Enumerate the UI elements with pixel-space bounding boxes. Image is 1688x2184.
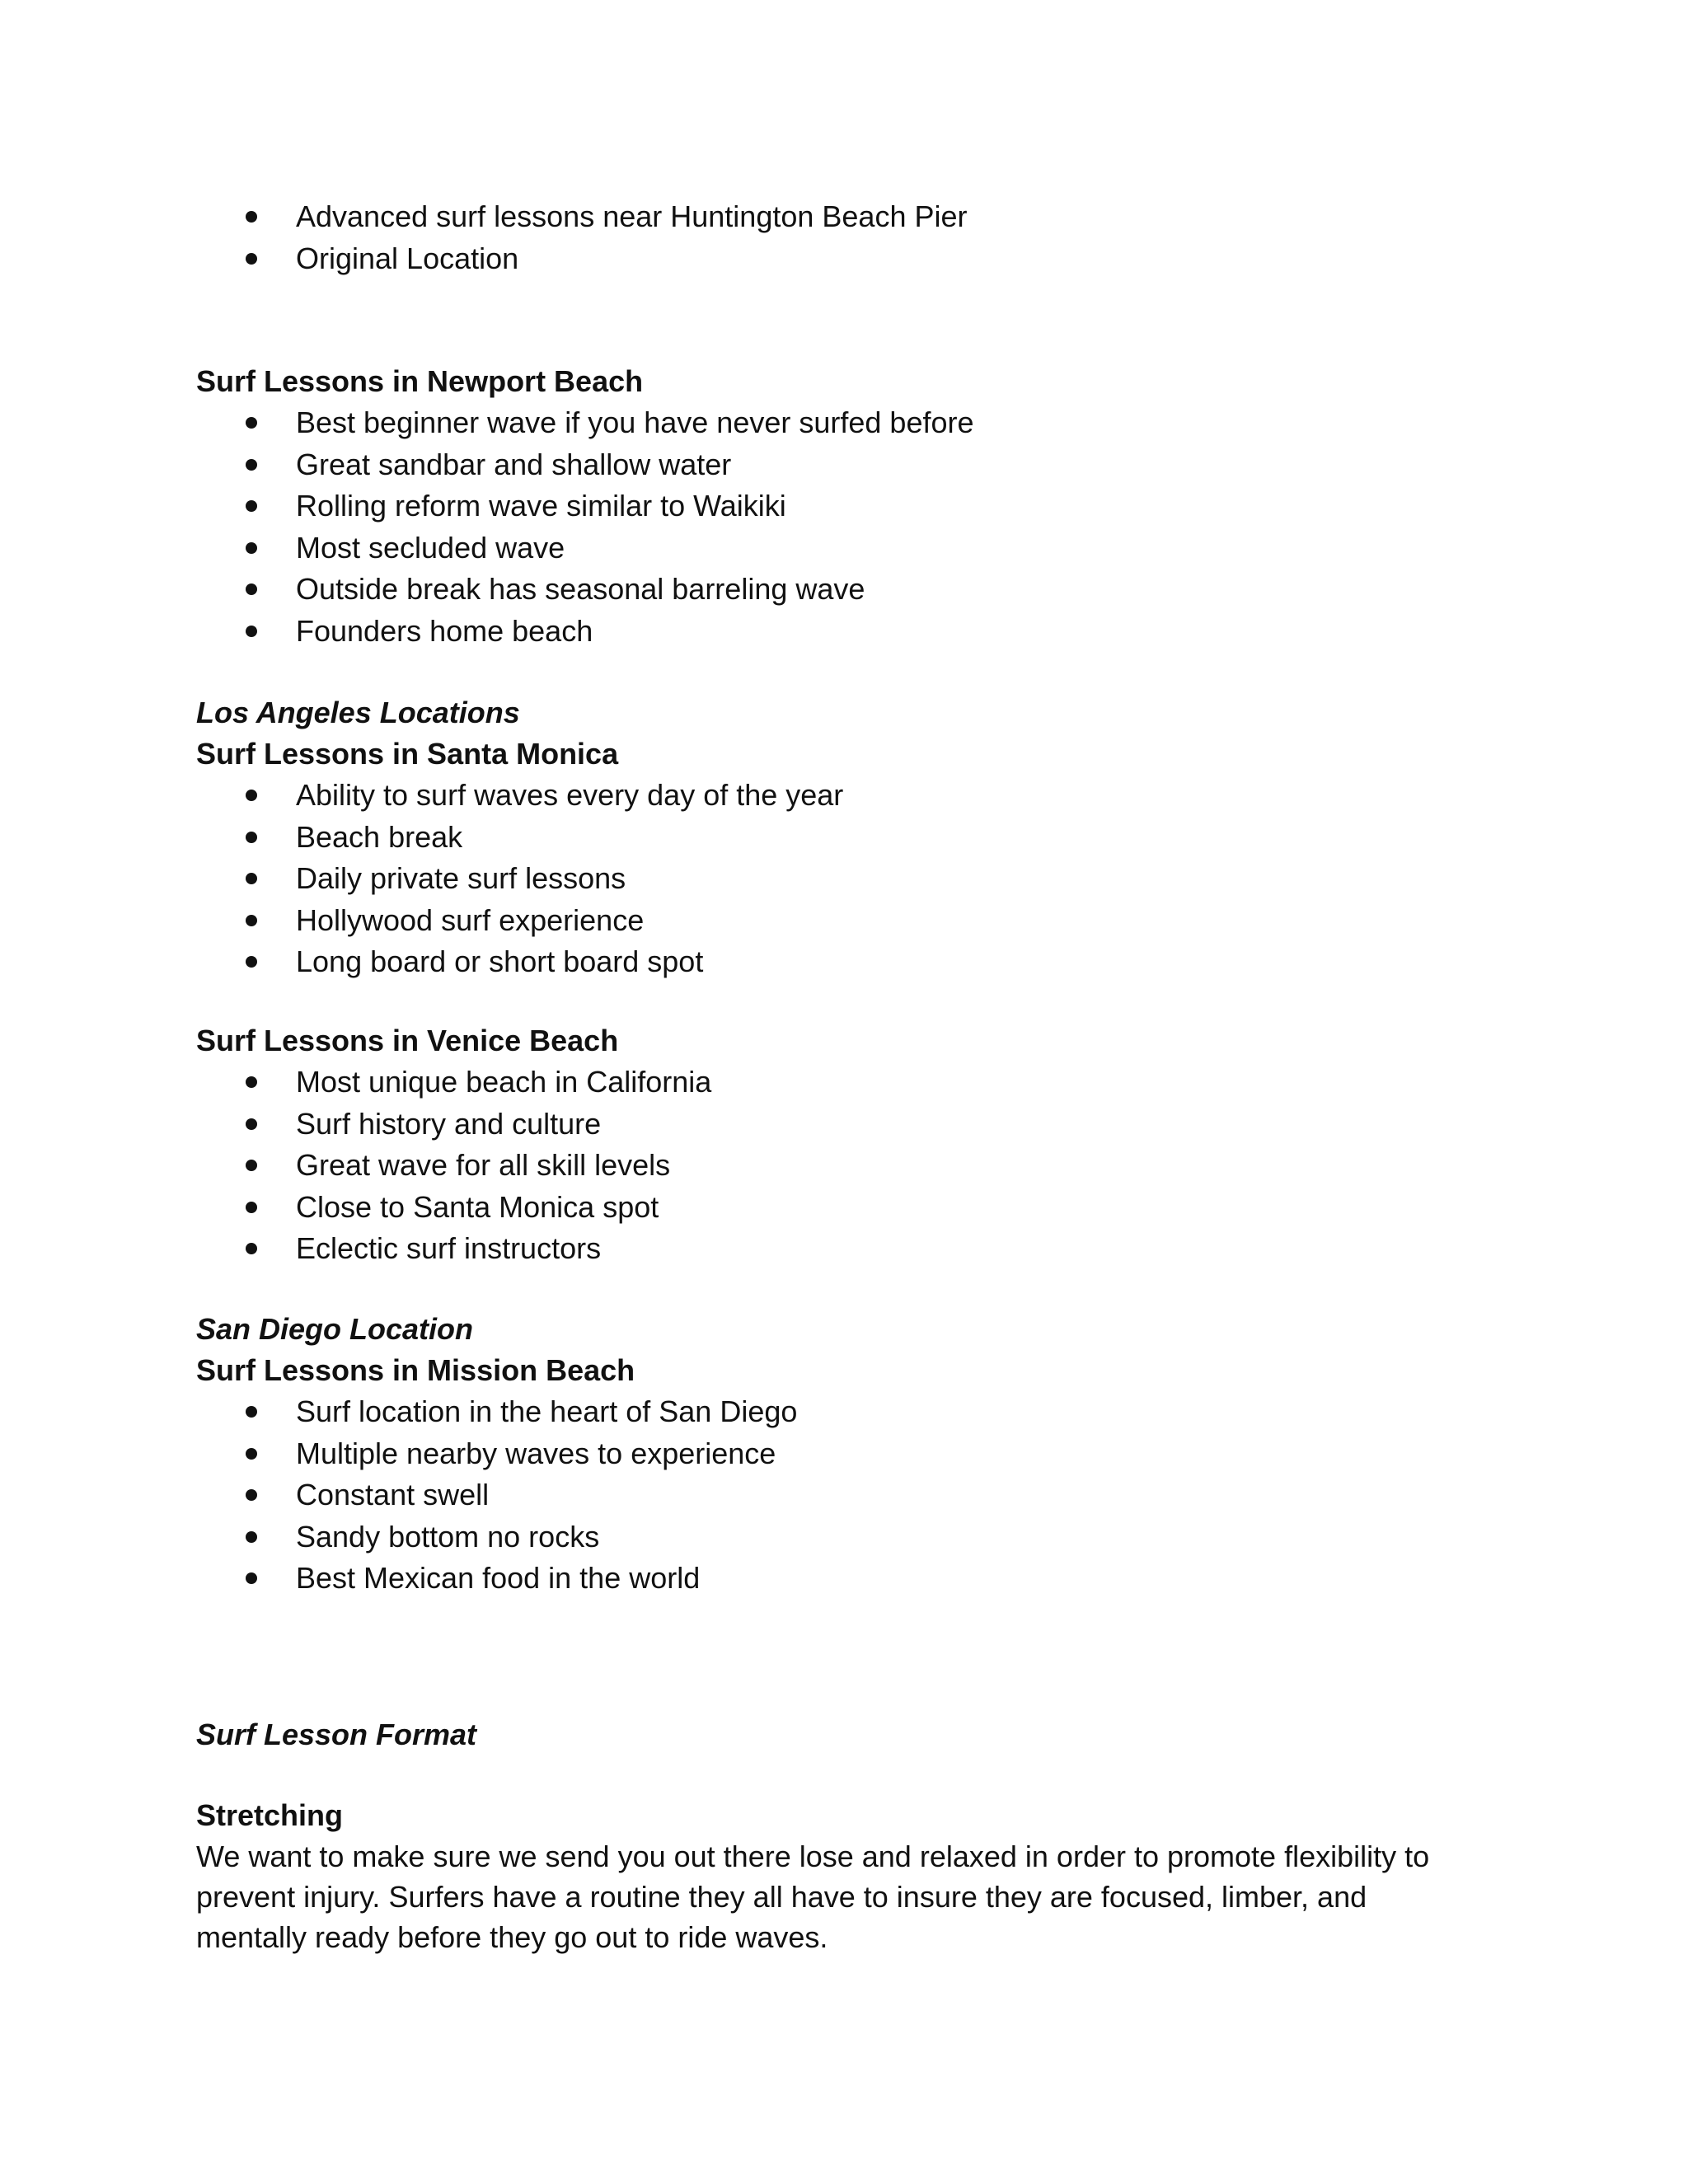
list-item — [196, 900, 1515, 942]
format-section — [196, 1714, 1515, 1755]
list-item-text: Multiple nearby waves to experience — [296, 1436, 776, 1470]
list-item-text: Long board or short board spot — [296, 944, 704, 978]
list-item — [196, 569, 1515, 611]
list-item — [196, 1433, 1515, 1475]
list-item — [196, 1104, 1515, 1146]
stretching-section — [196, 1795, 1515, 1957]
list-item-text: Surf location in the heart of San Diego — [296, 1394, 798, 1428]
bullet-icon — [246, 1118, 257, 1130]
list-item — [196, 817, 1515, 859]
venice-heading: Surf Lessons in Venice Beach — [196, 1024, 619, 1057]
list-item-text: Most secluded wave — [296, 530, 565, 565]
list-item-text: Surf history and culture — [296, 1106, 602, 1141]
bullet-icon — [246, 1076, 257, 1088]
list-item — [196, 775, 1515, 817]
venice-list — [196, 1062, 1515, 1270]
list-item-text: Sandy bottom no rocks — [296, 1519, 600, 1554]
newport-heading: Surf Lessons in Newport Beach — [196, 364, 644, 398]
list-item-text: Best Mexican food in the world — [296, 1561, 701, 1595]
bullet-icon — [246, 1406, 257, 1418]
newport-section — [196, 361, 1515, 652]
list-item-text: Great sandbar and shallow water — [296, 447, 732, 481]
mission-list — [196, 1391, 1515, 1600]
region-heading-los-angeles: Los Angeles Locations — [196, 696, 520, 729]
bullet-icon — [246, 956, 257, 968]
paragraph-line: mentally ready before they go out to ride waves. — [196, 1920, 828, 1954]
format-heading: Surf Lesson Format — [196, 1718, 477, 1751]
list-item — [196, 1062, 1515, 1104]
bullet-icon — [246, 253, 257, 265]
bullet-icon — [246, 500, 257, 512]
paragraph-line: prevent injury. Surfers have a routine they all have to insure they are focused, limber, and — [196, 1880, 1367, 1914]
list-item — [196, 238, 1515, 280]
list-item — [196, 1516, 1515, 1558]
list-item-text: Original Location — [296, 241, 519, 275]
list-item — [196, 611, 1515, 653]
list-item-text: Hollywood surf experience — [296, 902, 645, 937]
bullet-icon — [246, 1531, 257, 1543]
list-item — [196, 1474, 1515, 1516]
santa-monica-heading: Surf Lessons in Santa Monica — [196, 737, 619, 771]
bullet-icon — [246, 1489, 257, 1501]
bullet-icon — [246, 583, 257, 595]
list-item — [196, 1228, 1515, 1270]
bullet-icon — [246, 1243, 257, 1254]
list-item — [196, 1145, 1515, 1187]
list-item — [196, 196, 1515, 238]
bullet-icon — [246, 417, 257, 429]
venice-section — [196, 1020, 1515, 1270]
list-item — [196, 527, 1515, 569]
mission-section — [196, 1309, 1515, 1600]
list-item-text: Daily private surf lessons — [296, 861, 626, 895]
newport-list — [196, 402, 1515, 652]
santa-monica-list — [196, 775, 1515, 983]
list-item-text: Great wave for all skill levels — [296, 1148, 671, 1182]
bullet-icon — [246, 211, 257, 223]
stretching-paragraph — [196, 1836, 1515, 1957]
list-item-text: Founders home beach — [296, 613, 593, 648]
list-item-text: Beach break — [296, 819, 463, 854]
stretching-heading: Stretching — [196, 1798, 344, 1832]
list-item — [196, 858, 1515, 900]
bullet-icon — [246, 1160, 257, 1171]
bullet-icon — [246, 1448, 257, 1460]
list-item-text: Most unique beach in California — [296, 1065, 712, 1099]
list-item — [196, 1187, 1515, 1229]
list-item-text: Outside break has seasonal barreling wave — [296, 572, 865, 606]
list-item-text: Ability to surf waves every day of the year — [296, 778, 844, 812]
bullet-icon — [246, 790, 257, 801]
paragraph-line: We want to make sure we send you out there lose and relaxed in order to promote flexibility to — [196, 1840, 1430, 1873]
list-item-text: Close to Santa Monica spot — [296, 1189, 659, 1224]
bullet-icon — [246, 1572, 257, 1584]
bullet-icon — [246, 459, 257, 471]
santa-monica-section — [196, 692, 1515, 983]
list-item — [196, 1391, 1515, 1433]
list-item-text: Eclectic surf instructors — [296, 1231, 602, 1265]
intro-list — [196, 196, 1515, 279]
list-item — [196, 941, 1515, 983]
bullet-icon — [246, 873, 257, 884]
intro-section — [196, 196, 1515, 279]
list-item — [196, 1558, 1515, 1600]
list-item-text: Constant swell — [296, 1478, 490, 1511]
bullet-icon — [246, 626, 257, 637]
list-item-text: Advanced surf lessons near Huntington Beach Pier — [296, 199, 968, 233]
bullet-icon — [246, 1202, 257, 1213]
bullet-icon — [246, 542, 257, 554]
mission-heading: Surf Lessons in Mission Beach — [196, 1353, 635, 1387]
list-item-text: Rolling reform wave similar to Waikiki — [296, 489, 786, 523]
list-item-text: Best beginner wave if you have never surfed before — [296, 405, 974, 439]
list-item — [196, 444, 1515, 486]
list-item — [196, 402, 1515, 444]
region-heading-san-diego: San Diego Location — [196, 1312, 474, 1346]
bullet-icon — [246, 832, 257, 843]
bullet-icon — [246, 915, 257, 926]
list-item — [196, 485, 1515, 527]
